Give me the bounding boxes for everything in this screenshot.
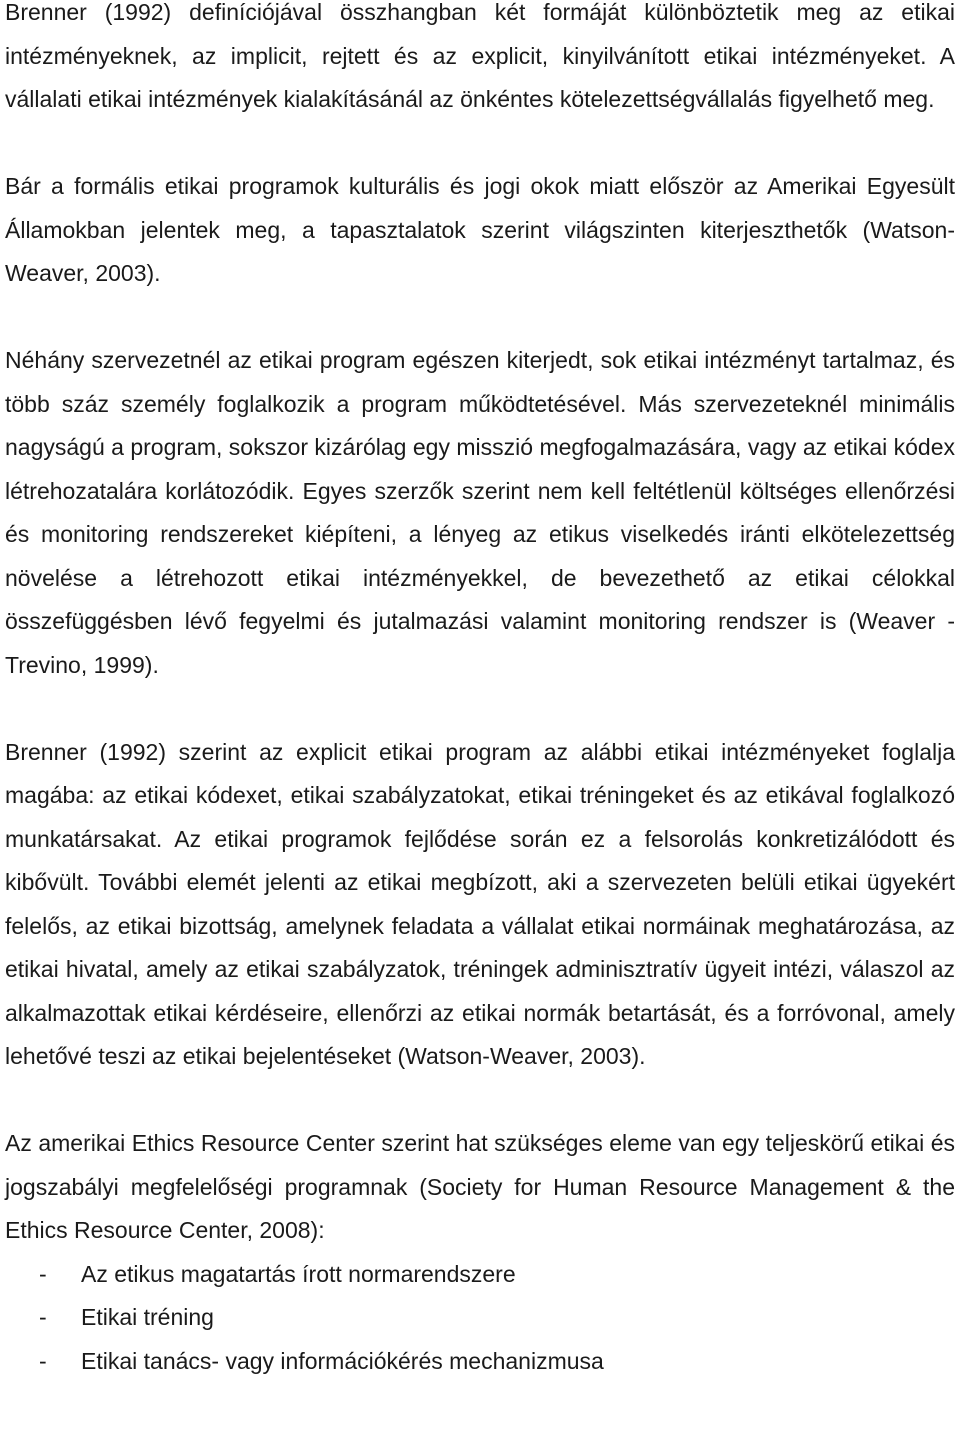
- list-item: [5, 1340, 955, 1384]
- paragraph-2: Bár a formális etikai programok kulturális és jogi okok miatt először az Amerikai Egyesült Államokban jelentek meg, a tapasztalatok szerint világszinten kiterjeszthetők (Watson-Weaver, 2003).: [5, 173, 955, 286]
- paragraph-gap: [5, 1079, 955, 1123]
- document-page: [5, 0, 955, 1383]
- list-item: [5, 1253, 955, 1297]
- paragraph-gap: [5, 687, 955, 731]
- list-item-text: Etikai tanács- vagy információkérés mechanizmusa: [81, 1347, 604, 1374]
- list-item: [5, 1296, 955, 1340]
- paragraph-gap: [5, 296, 955, 340]
- list-item-text: Etikai tréning: [81, 1304, 214, 1330]
- paragraph-3: Néhány szervezetnél az etikai program egészen kiterjedt, sok etikai intézményt tartalmaz, és több száz személy foglalkozik a program működtetésével. Más szervezeteknél minimális nagyságú a program, sokszor kizárólag egy misszió megfogalmazására, vagy az etikai kódex létrehozatalára korlátozódik. Egyes szerzők szerint nem kell feltétlenül költséges ellenőrzési és monitoring rendszereket kiépíteni, a lényeg az etikus viselkedés iránti elkötelezettség növelése a létrehozott etikai intézményekkel, de bevezethető az etikai célokkal összefüggésben lévő fegyelmi és jutalmazási valamint monitoring rendszer is (Weaver -Trevino, 1999).: [5, 347, 955, 678]
- list-dash: -: [39, 1347, 47, 1374]
- paragraph-4: Brenner (1992) szerint az explicit etikai program az alábbi etikai intézményeket foglalja magába: az etikai kódexet, etikai szabályzatokat, etikai tréningeket és az etikával foglalkozó munkatársakat. Az etikai programok fejlődése során ez a felsorolás konkretizálódott és kibővült. További elemét jelenti az etikai megbízott, aki a szervezeten belüli etikai ügyekért felelős, az etikai bizottság, amelynek feladata a vállalat etikai normáinak meghatározása, az etikai hivatal, amely az etikai szabályzatok, tréningek adminisztratív ügyeit intézi, válaszol az alkalmazottak etikai kérdéseire, ellenőrzi az etikai normák betartását, és a forróvonal, amely lehetővé teszi az etikai bejelentéseket (Watson-Weaver, 2003).: [5, 738, 955, 1069]
- paragraph-1: Brenner (1992) definíciójával összhangban két formáját különböztetik meg az etikai intézményeknek, az implicit, rejtett és az explicit, kinyilvánított etikai intézményeket. A vállalati etikai intézmények kialakításánál az önkéntes kötelezettségvállalás figyelhető meg.: [5, 0, 955, 112]
- list-dash: -: [39, 1304, 47, 1330]
- element-list: [5, 1253, 955, 1384]
- list-item-text: Az etikus magatartás írott normarendszere: [81, 1260, 516, 1287]
- paragraph-gap: [5, 122, 955, 166]
- paragraph-5: Az amerikai Ethics Resource Center szerint hat szükséges eleme van egy teljeskörű etikai és jogszabályi megfelelőségi programnak (Society for Human Resource Management & the Ethics Resource Center, 2008):: [5, 1130, 955, 1243]
- list-dash: -: [39, 1260, 47, 1287]
